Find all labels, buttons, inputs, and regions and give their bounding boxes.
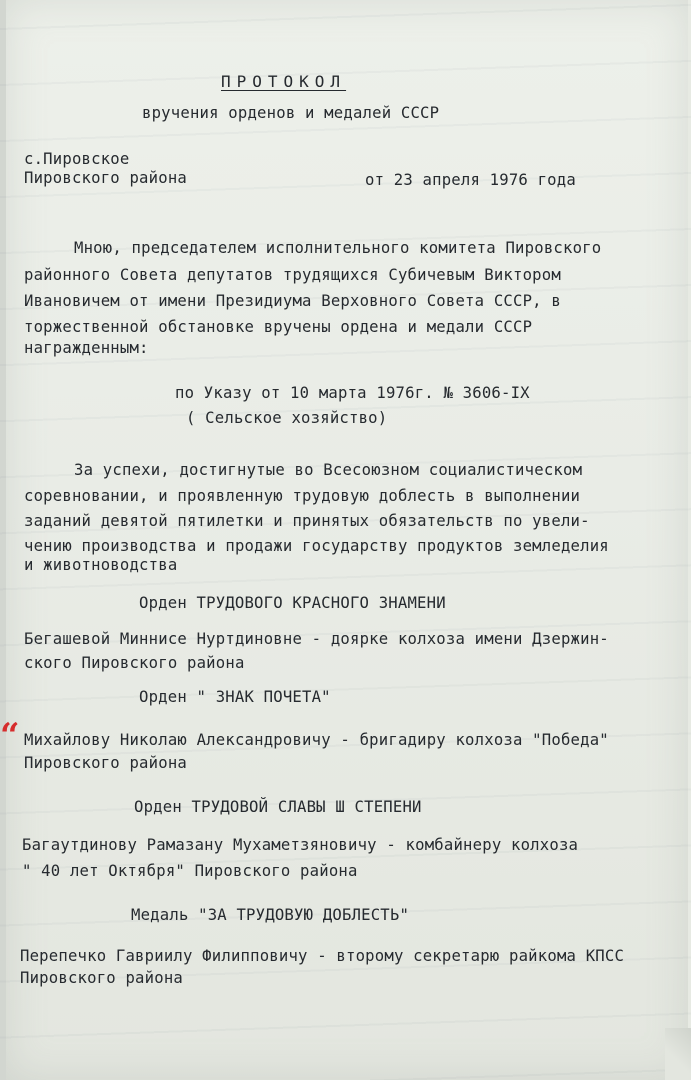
document-title: ПРОТОКОЛ xyxy=(221,72,347,91)
recipient-line: " 40 лет Октября" Пировского района xyxy=(22,862,358,880)
reason-line: чению производства и продажи государству продуктов земледелия xyxy=(24,537,609,555)
recipient-line: Михайлову Николаю Александровичу - бригадиру колхоза "Победа" xyxy=(24,731,609,749)
quotation-mark-icon: “ xyxy=(0,716,20,756)
intro-line: Мною, председателем исполнительного комитета Пировского xyxy=(74,239,602,257)
reason-line: соревновании, и проявленную трудовую доблесть в выполнении xyxy=(24,487,581,505)
award-heading: Орден ТРУДОВОГО КРАСНОГО ЗНАМЕНИ xyxy=(139,594,446,612)
reason-line: и животноводства xyxy=(24,556,178,574)
reason-line: заданий девятой пятилетки и принятых обязательств по увели- xyxy=(24,512,590,530)
place-village: с.Пировское xyxy=(24,150,130,168)
document-subtitle: вручения орденов и медалей СССР xyxy=(142,104,440,122)
recipient-line: Бегашевой Миннисе Нуртдиновне - доярке колхоза имени Дзержин- xyxy=(24,630,609,648)
recipient-line: Багаутдинову Рамазану Мухаметзяновичу - комбайнеру колхоза xyxy=(22,836,579,854)
award-heading: Орден " ЗНАК ПОЧЕТА" xyxy=(139,688,331,706)
place-district: Пировского района xyxy=(24,169,187,187)
decree-reference: по Указу от 10 марта 1976г. № 3606-IX xyxy=(175,384,530,402)
intro-line: торжественной обстановке вручены ордена и медали СССР xyxy=(24,318,533,336)
intro-line: награжденным: xyxy=(24,339,149,357)
award-heading: Орден ТРУДОВОЙ СЛАВЫ Ш СТЕПЕНИ xyxy=(134,798,422,816)
recipient-line: Перепечко Гавриилу Филипповичу - второму секретарю райкома КПСС xyxy=(20,947,625,965)
recipient-line: ского Пировского района xyxy=(24,654,245,672)
intro-line: районного Совета депутатов трудящихся Субичевым Виктором xyxy=(24,266,561,284)
page-corner xyxy=(665,1028,691,1080)
recipient-line: Пировского района xyxy=(20,969,183,987)
recipient-line: Пировского района xyxy=(24,754,187,772)
document-date: от 23 апреля 1976 года xyxy=(365,171,576,189)
award-heading: Медаль "ЗА ТРУДОВУЮ ДОБЛЕСТЬ" xyxy=(131,906,410,924)
decree-category: ( Сельское хозяйство) xyxy=(186,409,388,427)
intro-line: Ивановичем от имени Президиума Верховного Совета СССР, в xyxy=(24,292,561,310)
reason-line: За успехи, достигнутые во Всесоюзном социалистическом xyxy=(74,461,583,479)
